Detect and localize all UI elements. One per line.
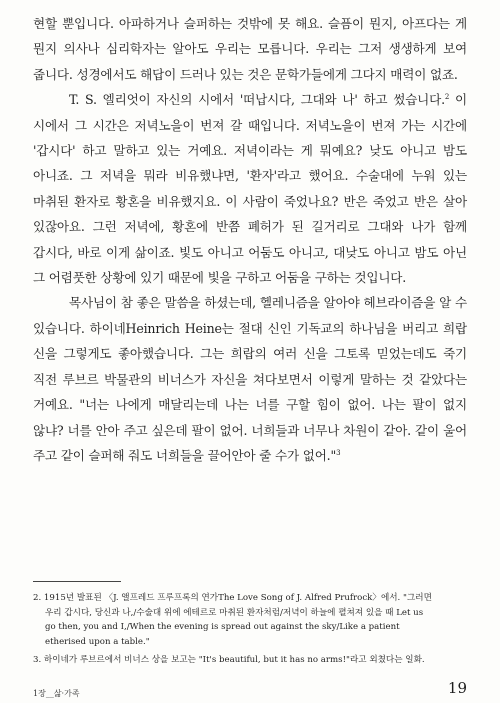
paragraph-3-text: 목사님이 참 좋은 말씀을 하셨는데, 헬레니즘을 알아야 헤브라이즘을 알 수 있습니다. 하이네Heinrich Heine는 절대 신인 기독교의 하나님을 버리고 희랍 신을 그렇게도 좋아했습니다. 그는 희랍의 여러 신을 그토록 믿었는데도 죽기 직전 루브르 박물관의 비너스가 자신을 쳐다보면서 이렇게 말하는 것 같았다는 거예요. "너는 나에게 매달리는데 나는 너를 구할 힘이 없어. 나는 팔이 없지 않냐? 너를 안아 주고 싶은데 팔이 없어. 너희들과 너무나 차원이 같아. 같이 울어 주고 같이 슬퍼해 줘도 너희들을 끌어안아 줄 수가 없어." bbox=[33, 295, 467, 463]
footnote-ref-3: 3 bbox=[336, 448, 341, 457]
footnote-3: 3. 하이네가 루브르에서 비너스 상을 보고는 "It's beautiful, but it has no arms!"라고 외쳤다는 일화. bbox=[33, 655, 425, 666]
footnote-divider bbox=[33, 581, 121, 582]
paragraph-2-rest: 이 시에서 그 시간은 저녁노을이 번져 갈 때입니다. 저녁노을이 번져 가는 시간에 '갑시다' 하고 말하고 있는 거예요. 저녁이라는 게 뭐예요? 낮도 아니고 밤도 아니죠. 그 저녁을 뭐라 비유했냐면, '환자'라고 했어요. 수술대에 누워 있는 마취된 환자로 황혼을 비유했지요. 이 사람이 죽었나요? 반은 죽었고 반은 살아 있잖아요. 그런 저녁에, 황혼에 반쯤 폐허가 된 길거리로 그대와 나가 함께 갑시다, 바로 이게 삶이죠. 빛도 아니고 어둠도 아니고, 대낮도 아니고 밤도 아닌 그 어렴풋한 상황에 있기 때문에 빛을 구하고 어둠을 구하는 것입니다. bbox=[33, 92, 467, 286]
running-title: 1장__삶·가족 bbox=[33, 689, 80, 698]
footnote-ref-2: 2 bbox=[444, 93, 450, 102]
footnote-2: 2. 1915년 발표된 〈J. 앨프레드 프루프록의 연가The Love Song of J. Alfred Prufrock〉에서. "그러면 우리 갑시다, 당신과 나,/수술대 위에 에테르로 마취된 환자처럼/저녁이 하늘에 펼쳐져 있을 때 Let us go then, you and I,/When the evening is spread out against the sky/Like a patient etherised upon a table." bbox=[33, 593, 432, 647]
paragraph-2-text: T. S. 엘리엇이 자신의 시에서 '떠납시다, 그대와 나' 하고 썼습니다. bbox=[69, 92, 445, 108]
paragraph-2 bbox=[33, 87, 467, 290]
body-text bbox=[33, 11, 467, 468]
page-number: 19 bbox=[447, 679, 467, 697]
paragraph-1: 현할 뿐입니다. 아파하거나 슬퍼하는 것밖에 못 해요. 슬픔이 뭔지, 아프다는 게 뭔지 의사나 심리학자는 알아도 우리는 모릅니다. 우리는 그저 생생하게 보여 줍니다. 성경에서도 해답이 드러나 있는 것은 문학가들에게 그다지 매력이 없죠. bbox=[33, 16, 467, 82]
footnotes bbox=[33, 591, 433, 672]
paragraph-3 bbox=[33, 290, 467, 468]
